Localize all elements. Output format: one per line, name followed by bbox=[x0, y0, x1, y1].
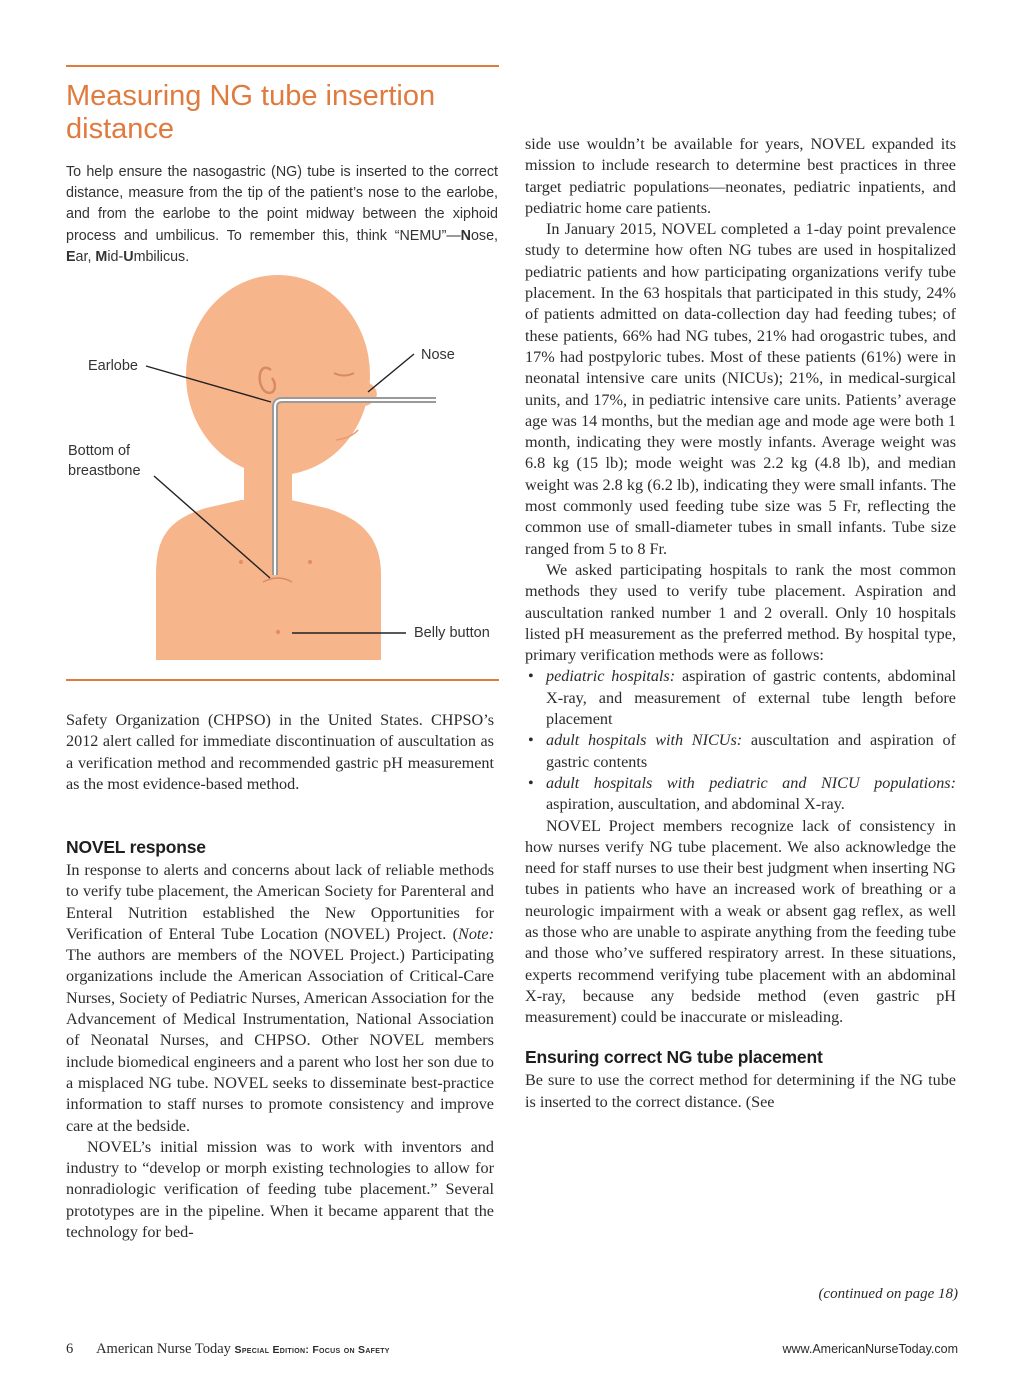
mnemonic-e-rest: ar, bbox=[75, 248, 96, 265]
label-earlobe: Earlobe bbox=[88, 358, 138, 374]
mnemonic-e: E bbox=[66, 248, 76, 265]
label-breastbone-line1: Bottom of bbox=[68, 443, 131, 459]
list-item bbox=[525, 666, 956, 730]
list-item bbox=[525, 730, 956, 773]
bullet-lead: adult hospitals with NICUs: bbox=[546, 731, 743, 750]
left-column-top bbox=[66, 710, 494, 795]
mnemonic-m-rest: id- bbox=[107, 248, 124, 265]
mnemonic-n-rest: ose, bbox=[470, 227, 498, 244]
edition-name: Special Edition: Focus on Safety bbox=[234, 1344, 390, 1356]
label-breastbone bbox=[68, 441, 141, 481]
right-paragraph-5: Be sure to use the correct method for determining if the NG tube is inserted to the correct distance. (See bbox=[525, 1071, 956, 1111]
box-intro bbox=[66, 162, 498, 268]
left-column-bottom bbox=[66, 836, 494, 1243]
label-nose: Nose bbox=[421, 347, 455, 363]
bullet-text: auscultation and aspiration of gastric contents bbox=[546, 731, 956, 771]
child-nipple-left bbox=[239, 560, 243, 564]
label-belly-button: Belly button bbox=[414, 625, 490, 641]
left-paragraph-3: NOVEL’s initial mission was to work with inventors and industry to “develop or morph existing technologies to allow for nonradiologic verification of feeding tube placement.” Several prototypes are in the pipeline. When it became apparent that the technology for bed- bbox=[66, 1137, 494, 1242]
box-bottom-rule bbox=[66, 679, 499, 681]
left-paragraph-1: Safety Organization (CHPSO) in the United States. CHPSO’s 2012 alert called for immediate discontinuation of auscultation as a verification method and recommended gastric pH measurement as the most evidence-based method. bbox=[66, 711, 494, 793]
bullet-text: aspiration, auscultation, and abdominal X-ray. bbox=[546, 795, 845, 814]
child-navel bbox=[276, 630, 280, 634]
continued-note: (continued on page 18) bbox=[818, 1286, 958, 1302]
note-label: Note: bbox=[458, 924, 494, 943]
mnemonic-n: N bbox=[460, 227, 471, 244]
footer-left bbox=[66, 1341, 390, 1358]
journal-name: American Nurse Today bbox=[96, 1341, 231, 1357]
box-title: Measuring NG tube insertion distance bbox=[66, 80, 436, 145]
bullet-lead: pediatric hospitals: bbox=[546, 667, 676, 686]
ng-tube-illustration bbox=[66, 270, 506, 660]
bullet-lead: adult hospitals with pediatric and NICU populations: bbox=[546, 773, 956, 792]
bullet-text: aspiration of gastric contents, abdominal X-ray, and measurement of external tube length before placement bbox=[546, 667, 956, 729]
right-paragraph-4: NOVEL Project members recognize lack of consistency in how nurses verify NG tube placement. We also acknowledge the need for staff nurses to use their best judgment when inserting NG tubes in patients who have an increased work of breathing or a neurologic impairment with a weak or absent gag reflex, as well as those who are unable to aspirate anything from the feeding tube and those who’ve suffered respiratory arrest. In these situations, experts recommend verifying tube placement with an abdominal X-ray, because any bedside method (even gastric pH measurement) could be inaccurate or misleading. bbox=[525, 816, 956, 1027]
list-item bbox=[525, 773, 956, 816]
mnemonic-u-rest: mbilicus. bbox=[133, 248, 190, 265]
box-top-rule bbox=[66, 65, 499, 67]
left-paragraph-2a: In response to alerts and concerns about lack of reliable methods to verify tube placement, the American Society for Parenteral and Enteral Nutrition established the New Opportunities for Verification of Enteral Tube Location (NOVEL) Project. ( bbox=[66, 861, 494, 943]
nose-leader bbox=[368, 354, 414, 392]
mnemonic-u: U bbox=[123, 248, 134, 265]
mnemonic-m: M bbox=[95, 248, 108, 265]
right-paragraph-2: In January 2015, NOVEL completed a 1-day point prevalence study to determine how often NG tubes are used in hospitalized pediatric patients and how participating organizations verify tube placement. In the 63 hospitals that participated in this study, 24% of patients admitted on data-collection day had feeding tubes; of these patients, 66% had NG tubes, 21% had orogastric tubes, and 17% had postpyloric tubes. Most of these patients (61%) were in neonatal intensive care units (NICUs); 21%, in medical-surgical units, and 17%, in pediatric intensive care units. Patients’ average age was 14 months, but the median age and mode age were both 1 month, indicating they were mostly infants. Average weight was 6.8 kg (15 lb); mode weight was 2.2 kg (4.8 lb), and median weight was 2.8 kg (6.2 lb), indicating they were small infants. The most commonly used feeding tube size was 5 Fr, reflecting the common use of small-diameter tubes in small infants. Tube size ranged from 5 to 8 Fr. bbox=[525, 220, 956, 558]
verification-methods-list bbox=[525, 666, 956, 815]
heading-novel-response: NOVEL response bbox=[66, 837, 206, 857]
box-intro-text: To help ensure the nasogastric (NG) tube is inserted to the correct distance, measure from the tip of the patient’s nose to the earlobe, and from the earlobe to the point midway between the xiphoid process and umbilicus. To remember this, think “NEMU”— bbox=[66, 164, 498, 244]
footer-url[interactable]: www.AmericanNurseToday.com bbox=[782, 1342, 958, 1356]
left-paragraph-2 bbox=[66, 860, 494, 1137]
label-breastbone-line2: breastbone bbox=[68, 463, 141, 479]
right-column bbox=[525, 134, 956, 1113]
child-nipple-right bbox=[308, 560, 312, 564]
right-paragraph-1: side use wouldn’t be available for years, NOVEL expanded its mission to include research to determine best practices in three target pediatric populations—neonates, pediatric inpatients, and pediatric home care patients. bbox=[525, 135, 956, 217]
left-paragraph-2b: The authors are members of the NOVEL Project.) Participating organizations include the American Association of Critical-Care Nurses, Society of Pediatric Nurses, American Association for the Advancement of Medical Instrumentation, National Association of Neonatal Nurses, and CHPSO. Other NOVEL members include biomedical engineers and a parent who lost her son due to a misplaced NG tube. NOVEL seeks to disseminate best-practice information to staff nurses to promote consistency and improve care at the bedside. bbox=[66, 946, 494, 1135]
page-number: 6 bbox=[66, 1341, 74, 1357]
heading-ensuring-placement: Ensuring correct NG tube placement bbox=[525, 1047, 823, 1068]
right-paragraph-3: We asked participating hospitals to rank the most common methods they used to verify tube placement. Aspiration and auscultation ranked number 1 and 2 overall. Only 10 hospitals listed pH measurement as the preferred method. By hospital type, primary verification methods were as follows: bbox=[525, 560, 956, 665]
